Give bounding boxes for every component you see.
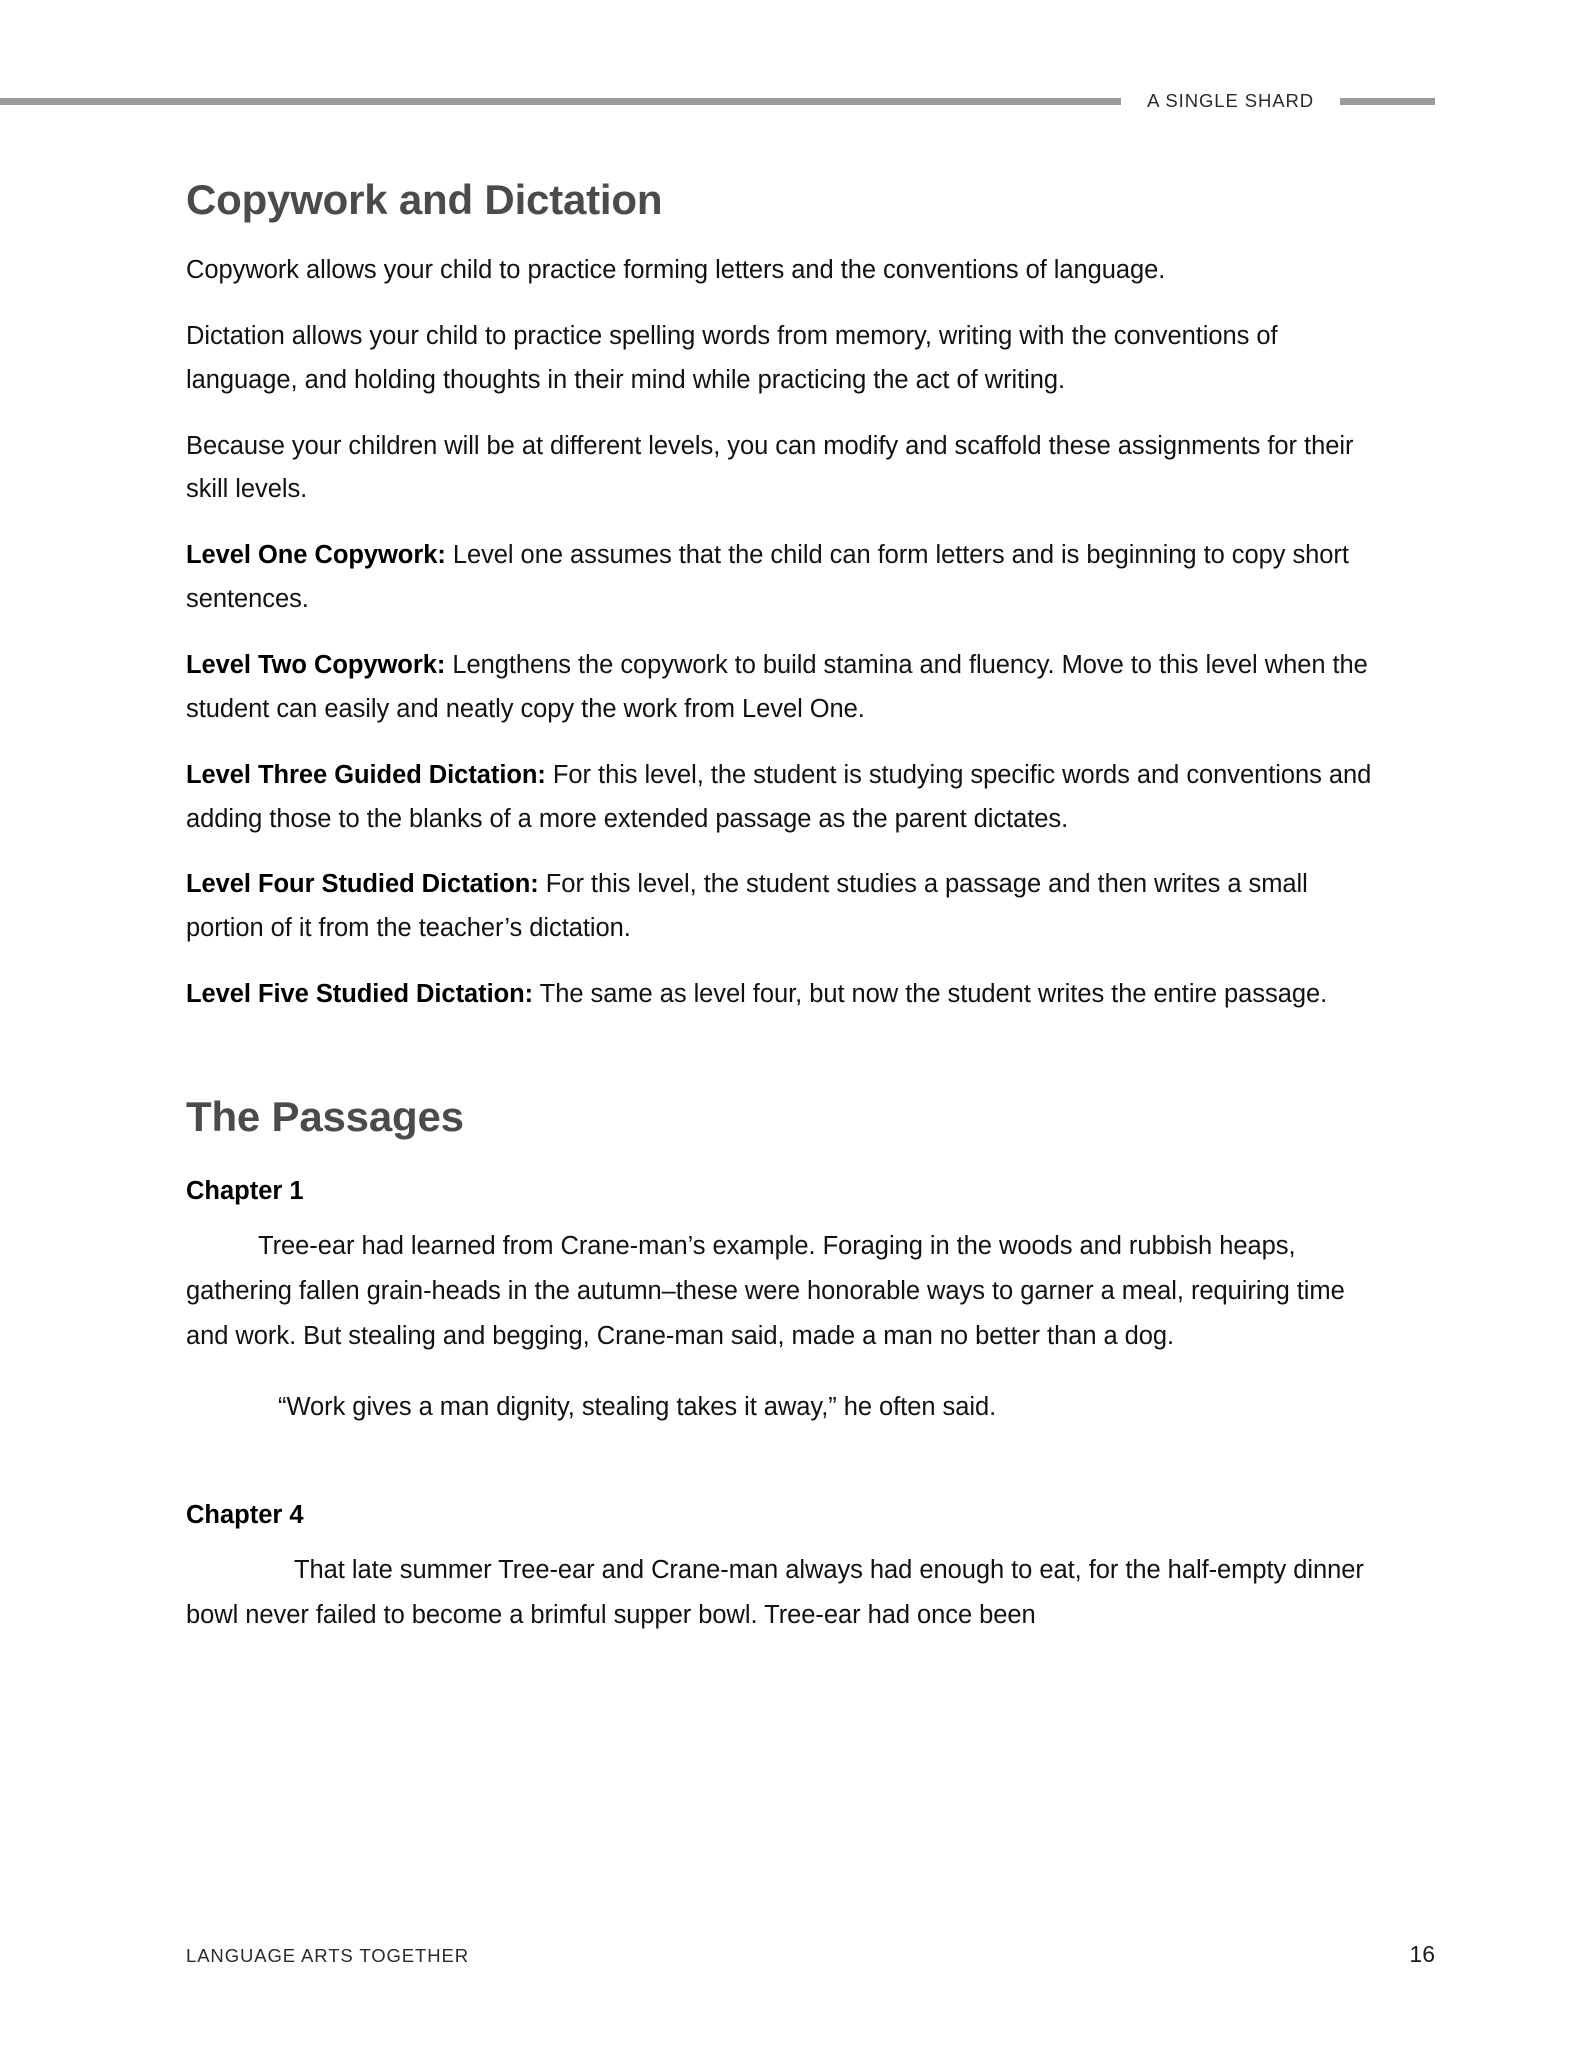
passage-paragraph-chapter-1-body: Tree-ear had learned from Crane-man’s example. Foraging in the woods and rubbish heaps, gathering fallen grain-heads in the autumn–these were honorable ways to garner a meal, requiring time and work. But stealing and begging, Crane-man said, made a man no better than a dog. <box>186 1232 1345 1351</box>
paragraph-dictation-intro <box>186 315 1391 403</box>
level-label: Level Four Studied Dictation: <box>186 870 539 899</box>
paragraph-level-four-studied-dictation <box>186 863 1391 951</box>
page-number: 16 <box>1409 1941 1435 1967</box>
running-header-title: A SINGLE SHARD <box>1147 89 1314 111</box>
level-label: Level Two Copywork: <box>186 651 446 680</box>
paragraph-text: Lengthens the copywork to build stamina and fluency. Move to this level when the student can easily and neatly copy the work from Level One. <box>186 651 1368 723</box>
page-footer <box>186 1941 1435 1968</box>
paragraph-copywork-intro <box>186 249 1391 293</box>
footer-book-title: LANGUAGE ARTS TOGETHER <box>186 1945 469 1966</box>
paragraph-text: The same as level four, but now the student writes the entire passage. <box>533 980 1328 1009</box>
paragraph-text: Copywork allows your child to practice forming letters and the conventions of language. <box>186 256 1166 285</box>
header-rule-left <box>0 98 1121 105</box>
paragraph-text: Dictation allows your child to practice spelling words from memory, writing with the conventions of language, and holding thoughts in their mind while practicing the act of writing. <box>186 321 1278 394</box>
paragraph-level-five-studied-dictation <box>186 973 1391 1017</box>
chapter-label-chapter-1: Chapter 1 <box>186 1177 304 1206</box>
page-header <box>0 86 1583 116</box>
level-label: Level One Copywork: <box>186 541 446 570</box>
chapter-label-chapter-4: Chapter 4 <box>186 1500 304 1529</box>
passage-paragraph-chapter-1-quote: “Work gives a man dignity, stealing takes it away,” he often said. <box>278 1392 997 1421</box>
paragraph-level-one-copywork <box>186 534 1391 622</box>
paragraph-level-two-copywork <box>186 644 1391 732</box>
paragraph-different-levels <box>186 425 1391 513</box>
paragraph-text: For this level, the student studies a passage and then writes a small portion of it from the teacher’s dictation. <box>186 870 1308 943</box>
paragraph-text: Level one assumes that the child can form letters and is beginning to copy short sentences. <box>186 541 1349 614</box>
content-column <box>186 176 1391 1658</box>
paragraph-text: Because your children will be at different levels, you can modify and scaffold these assignments for their skill levels. <box>186 431 1354 504</box>
paragraph-level-three-guided-dictation <box>186 754 1391 842</box>
paragraph-text: For this level, the student is studying specific words and conventions and adding those to the blanks of a more extended passage as the parent dictates. <box>186 760 1372 833</box>
page-title-the-passages: The Passages <box>186 1093 464 1141</box>
level-label: Level Three Guided Dictation: <box>186 760 546 789</box>
page-title-copywork-and-dictation: Copywork and Dictation <box>186 176 663 223</box>
passage-paragraph-chapter-4-body: That late summer Tree-ear and Crane-man always had enough to eat, for the half-empty dinner bowl never failed to become a brimful supper bowl. Tree-ear had once been <box>186 1556 1364 1629</box>
header-rule-right <box>1340 98 1435 105</box>
level-label: Level Five Studied Dictation: <box>186 980 534 1009</box>
